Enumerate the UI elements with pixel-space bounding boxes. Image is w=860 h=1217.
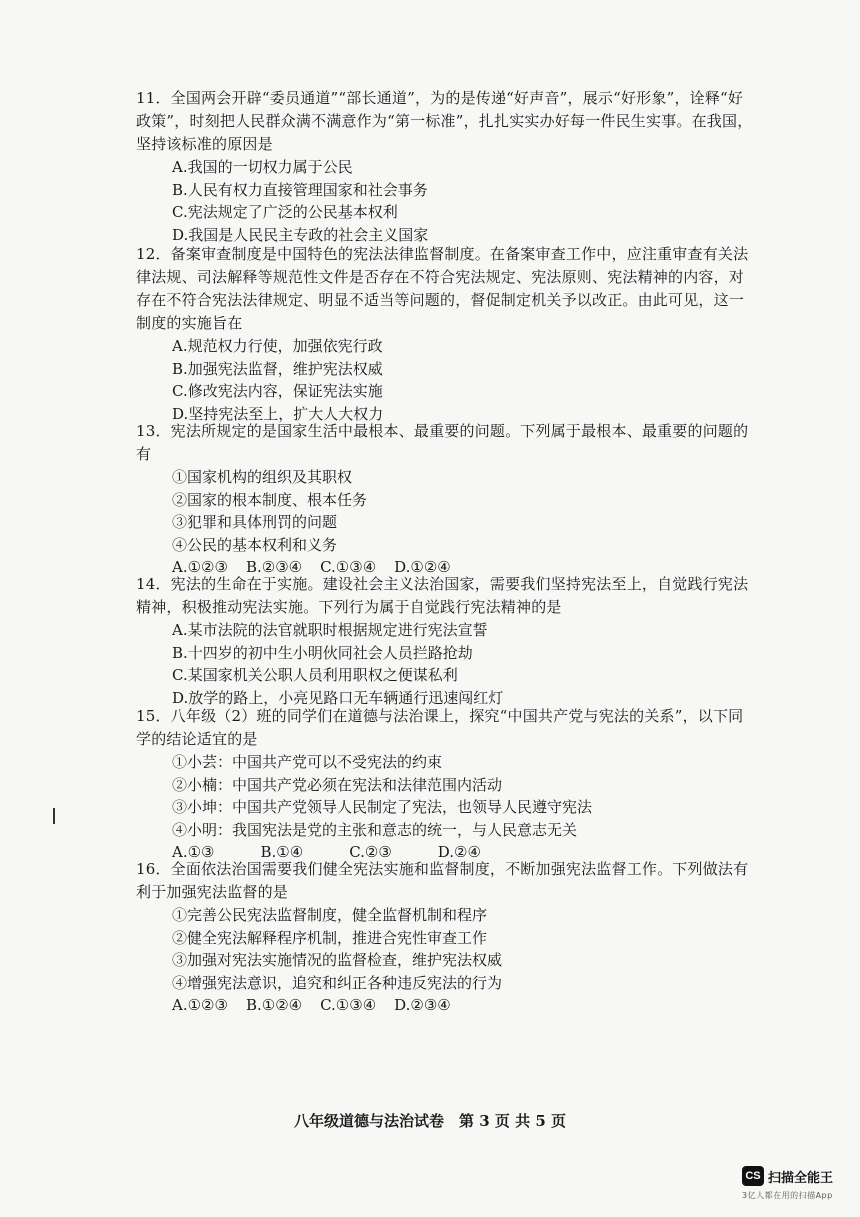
question-14	[136, 573, 756, 709]
statement: ④小明：我国宪法是党的主张和意志的统一，与人民意志无关	[172, 820, 578, 839]
statement: ②国家的根本制度、根本任务	[172, 490, 368, 509]
option: B.人民有权力直接管理国家和社会事务	[172, 180, 428, 199]
question-stem: 15．八年级（2）班的同学们在道德与法治课上，探究“中国共产党与宪法的关系”，以下同学的结论适宜的是	[136, 707, 744, 748]
question-stem: 12．备案审查制度是中国特色的宪法法律监督制度。在备案审查工作中，应注重审查有关法律法规、司法解释等规范性文件是否存在不符合宪法规定、宪法原则、宪法精神的内容，对存在不符合宪法法律规定、明显不适当等问题的，督促制定机关予以改正。由此可见，这一制度的实施旨在	[136, 245, 749, 332]
option: B.加强宪法监督，维护宪法权威	[172, 359, 383, 378]
option: D.放学的路上，小亮见路口无车辆通行迅速闯红灯	[172, 688, 504, 707]
choice: A.①③	[172, 843, 215, 861]
statement: ①国家机构的组织及其职权	[172, 468, 353, 486]
choice: C.①③④	[320, 996, 377, 1014]
page-footer: 八年级道德与法治试卷 第 3 页 共 5 页	[294, 1112, 566, 1130]
question-15	[136, 705, 756, 864]
choice: D.②③④	[394, 996, 451, 1014]
statement: ②健全宪法解释程序机制，推进合宪性审查工作	[172, 928, 488, 947]
choice: B.①②④	[245, 996, 303, 1014]
question-stem: 13．宪法所规定的是国家生活中最根本、最重要的问题。下列属于最根本、最重要的问题的有	[136, 422, 749, 463]
option: B.十四岁的初中生小明伙同社会人员拦路抢劫	[172, 643, 473, 662]
option: A.某市法院的法官就职时根据规定进行宪法宣誓	[172, 621, 488, 639]
choice: C.①③④	[320, 558, 377, 576]
question-11	[136, 87, 756, 246]
statement: ①完善公民宪法监督制度，健全监督机制和程序	[172, 906, 488, 924]
option: A.规范权力行使，加强依宪行政	[172, 337, 383, 355]
app-name: 扫描全能王	[768, 1170, 834, 1186]
statement: ④公民的基本权利和义务	[172, 535, 338, 554]
option: A.我国的一切权力属于公民	[172, 158, 353, 176]
scanner-watermark	[742, 1166, 833, 1186]
option: C.修改宪法内容，保证宪法实施	[172, 382, 383, 400]
statement: ④增强宪法意识，追究和纠正各种违反宪法的行为	[172, 973, 503, 992]
choice: D.②④	[437, 843, 481, 861]
question-stem: 11．全国两会开辟“委员通道”“部长通道”，为的是传递“好声音”，展示“好形象”，诠释“好政策”，时刻把人民群众满不满意作为“第一标准”，扎扎实实办好每一件民生实事。在我国，坚持该标准的原因是	[136, 89, 753, 153]
statement: ①小芸：中国共产党可以不受宪法的约束	[172, 753, 443, 771]
choice: D.①②④	[394, 558, 451, 576]
option: D.坚持宪法至上，扩大人大权力	[172, 404, 384, 423]
choice: A.①②③	[172, 996, 228, 1014]
question-13	[136, 420, 756, 579]
question-stem: 14．宪法的生命在于实施。建设社会主义法治国家，需要我们坚持宪法至上，自觉践行宪法精神，积极推动宪法实施。下列行为属于自觉践行宪法精神的是	[136, 575, 749, 616]
option: C.某国家机关公职人员利用职权之便谋私利	[172, 666, 458, 684]
choice: B.②③④	[245, 558, 303, 576]
option: C.宪法规定了广泛的公民基本权利	[172, 203, 398, 221]
choice: C.②③	[349, 843, 392, 861]
answer-choices	[136, 994, 756, 1017]
scan-mark	[53, 808, 55, 824]
choice: B.①④	[260, 843, 304, 861]
question-stem: 16．全面依法治国需要我们健全宪法实施和监督制度，不断加强宪法监督工作。下列做法有利于加强宪法监督的是	[136, 860, 749, 901]
question-16	[136, 858, 756, 1017]
question-12	[136, 243, 756, 425]
choice: A.①②③	[172, 558, 228, 576]
statement: ③犯罪和具体刑罚的问题	[172, 513, 338, 531]
statement: ②小楠：中国共产党必须在宪法和法律范围内活动	[172, 775, 503, 794]
camscanner-logo-icon: CS	[742, 1166, 764, 1186]
statement: ③加强对宪法实施情况的监督检查，维护宪法权威	[172, 951, 503, 969]
option: D.我国是人民民主专政的社会主义国家	[172, 225, 429, 244]
app-tagline: 3亿人都在用的扫描App	[742, 1191, 833, 1200]
statement: ③小坤：中国共产党领导人民制定了宪法，也领导人民遵守宪法	[172, 798, 593, 816]
